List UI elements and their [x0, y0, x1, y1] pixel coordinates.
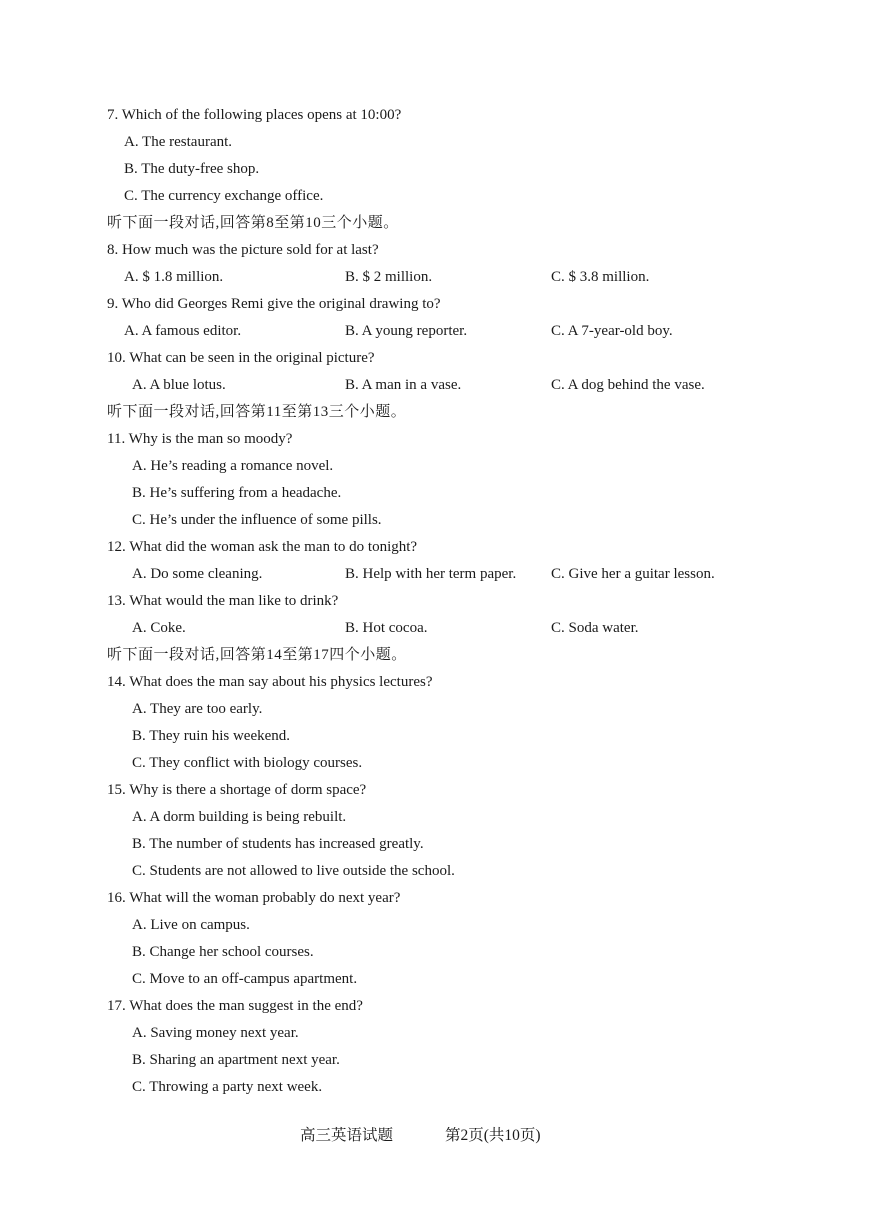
q13-option-a: A. Coke. — [132, 620, 186, 636]
q10-option-b: B. A man in a vase. — [345, 377, 462, 393]
question-15: 15. Why is there a shortage of dorm space? — [107, 782, 367, 798]
q11-option-c: C. He’s under the influence of some pills. — [132, 512, 382, 528]
question-11: 11. Why is the man so moody? — [107, 431, 293, 447]
q11-option-a: A. He’s reading a romance novel. — [132, 458, 334, 474]
footer-subject: 高三英语试题 — [300, 1127, 394, 1144]
q13-option-b: B. Hot cocoa. — [345, 620, 428, 636]
q8-option-c: C. $ 3.8 million. — [551, 269, 650, 285]
question-17: 17. What does the man suggest in the end? — [107, 998, 363, 1014]
q7-option-b: B. The duty-free shop. — [124, 161, 260, 177]
question-8: 8. How much was the picture sold for at last? — [107, 242, 379, 258]
footer-page-number: 第2页(共10页) — [445, 1127, 541, 1144]
q17-option-b: B. Sharing an apartment next year. — [132, 1052, 340, 1068]
q9-option-a: A. A famous editor. — [124, 323, 242, 339]
q13-option-c: C. Soda water. — [551, 620, 639, 636]
q17-option-a: A. Saving money next year. — [132, 1025, 299, 1041]
q14-option-a: A. They are too early. — [132, 701, 263, 717]
q12-option-b: B. Help with her term paper. — [345, 566, 517, 582]
q10-option-c: C. A dog behind the vase. — [551, 377, 705, 393]
q15-option-c: C. Students are not allowed to live outside the school. — [132, 863, 455, 879]
q12-option-c: C. Give her a guitar lesson. — [551, 566, 715, 582]
q15-option-b: B. The number of students has increased greatly. — [132, 836, 424, 852]
question-9: 9. Who did Georges Remi give the original drawing to? — [107, 296, 441, 312]
q10-option-a: A. A blue lotus. — [132, 377, 226, 393]
question-16: 16. What will the woman probably do next year? — [107, 890, 401, 906]
instruction-14-17: 听下面一段对话,回答第14至第17四个小题。 — [107, 647, 407, 663]
q16-option-c: C. Move to an off-campus apartment. — [132, 971, 358, 987]
q12-option-a: A. Do some cleaning. — [132, 566, 263, 582]
question-12: 12. What did the woman ask the man to do tonight? — [107, 539, 418, 555]
q9-option-b: B. A young reporter. — [345, 323, 468, 339]
instruction-8-10: 听下面一段对话,回答第8至第10三个小题。 — [107, 215, 399, 231]
q9-option-c: C. A 7-year-old boy. — [551, 323, 673, 339]
question-10: 10. What can be seen in the original picture? — [107, 350, 375, 366]
q16-option-a: A. Live on campus. — [132, 917, 250, 933]
q8-option-a: A. $ 1.8 million. — [124, 269, 224, 285]
q11-option-b: B. He’s suffering from a headache. — [132, 485, 342, 501]
question-13: 13. What would the man like to drink? — [107, 593, 339, 609]
q14-option-b: B. They ruin his weekend. — [132, 728, 291, 744]
q7-option-c: C. The currency exchange office. — [124, 188, 324, 204]
q15-option-a: A. A dorm building is being rebuilt. — [132, 809, 347, 825]
question-14: 14. What does the man say about his physics lectures? — [107, 674, 433, 690]
q16-option-b: B. Change her school courses. — [132, 944, 314, 960]
q8-option-b: B. $ 2 million. — [345, 269, 433, 285]
q7-option-a: A. The restaurant. — [124, 134, 233, 150]
question-7: 7. Which of the following places opens at 10:00? — [107, 107, 402, 123]
q14-option-c: C. They conflict with biology courses. — [132, 755, 363, 771]
q17-option-c: C. Throwing a party next week. — [132, 1079, 323, 1095]
instruction-11-13: 听下面一段对话,回答第11至第13三个小题。 — [107, 404, 407, 420]
